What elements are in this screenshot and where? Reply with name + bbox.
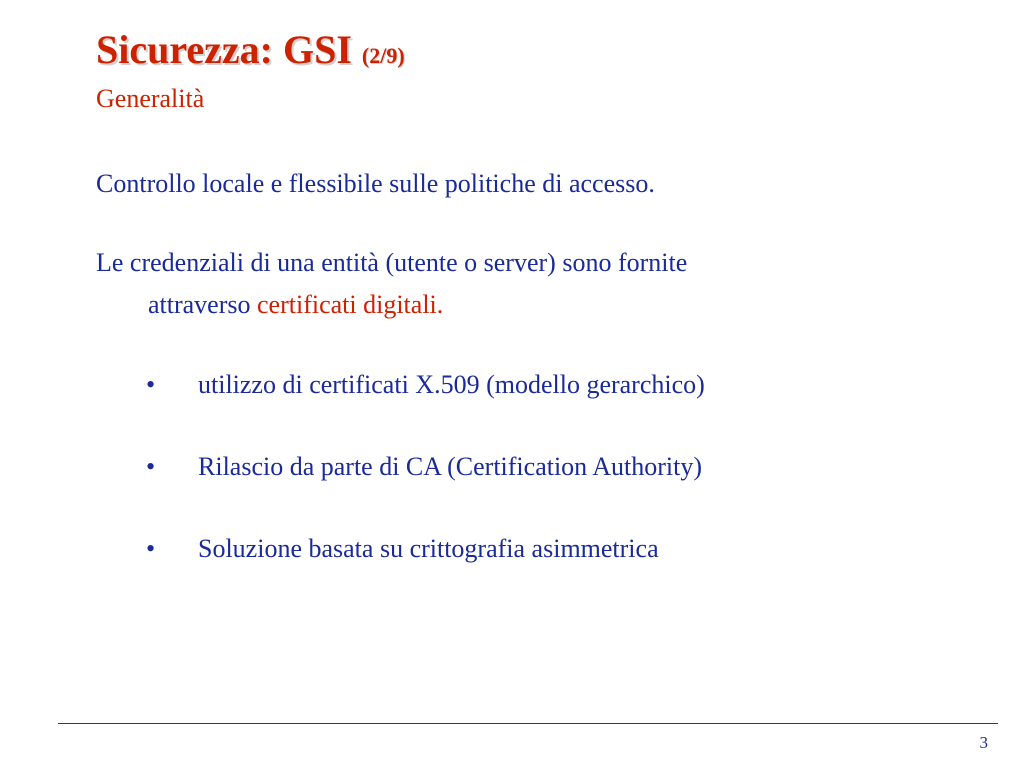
bullet-item (146, 533, 659, 565)
bullet-dot-icon: • (146, 370, 156, 399)
paragraph-credentials (96, 242, 687, 326)
bullet-item (146, 369, 705, 401)
bullet-dot-icon: • (146, 452, 156, 481)
bullet-text: utilizzo di certificati X.509 (modello gerarchico) (198, 370, 705, 399)
slide-title (96, 26, 405, 80)
paragraph-access-policies: Controllo locale e flessibile sulle politiche di accesso. (96, 169, 655, 198)
bullet-text: Soluzione basata su crittografia asimmetrica (198, 534, 659, 563)
paragraph-credentials-prefix: attraverso (148, 290, 258, 319)
slide-title-part: (2/9) (361, 43, 405, 68)
paragraph-credentials-line2 (96, 284, 687, 326)
slide-title-text: Sicurezza: GSI (96, 27, 352, 72)
bullet-dot-icon: • (146, 534, 156, 563)
paragraph-credentials-line1: Le credenziali di una entità (utente o server) sono fornite (96, 248, 688, 277)
slide-subtitle: Generalità (96, 84, 205, 113)
bullet-text: Rilascio da parte di CA (Certification Authority) (198, 452, 703, 481)
paragraph-credentials-highlight: certificati digitali. (257, 290, 444, 319)
bullet-item (146, 451, 702, 483)
page-number: 3 (979, 733, 988, 752)
footer-divider (58, 723, 998, 724)
